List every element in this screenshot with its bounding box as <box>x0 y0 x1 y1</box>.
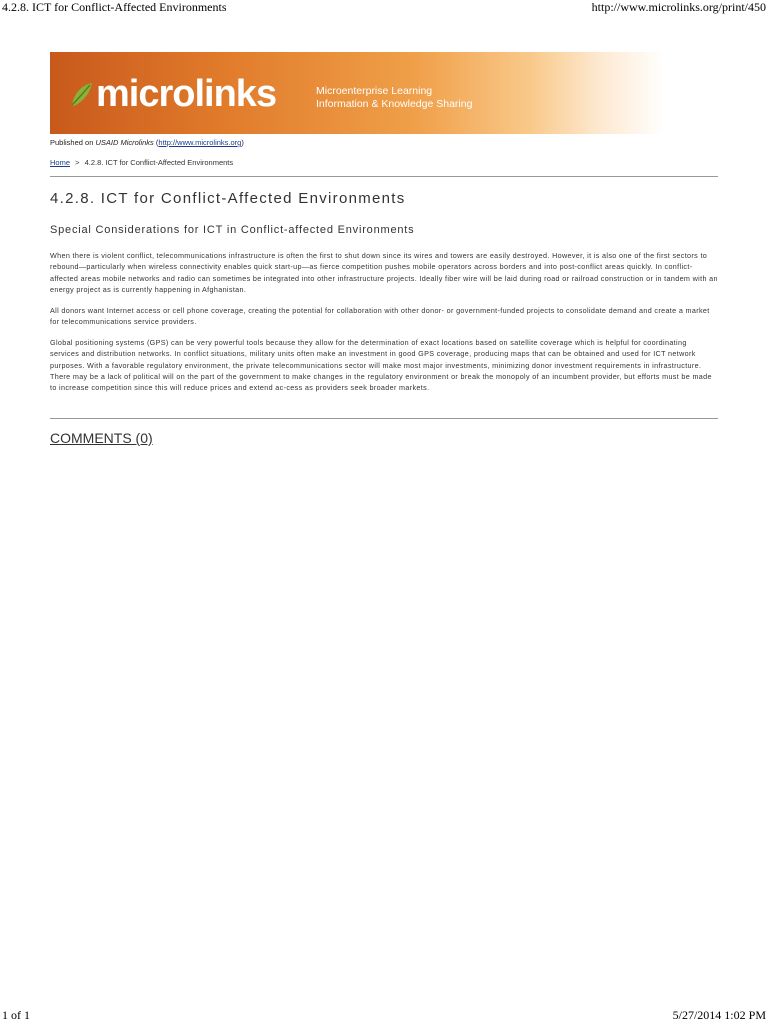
published-source: USAID Microlinks <box>95 138 154 147</box>
article-subtitle: Special Considerations for ICT in Conflict-affected Environments <box>50 224 415 236</box>
published-open-paren: ( <box>155 138 159 147</box>
print-footer-page: 1 of 1 <box>2 1008 30 1022</box>
banner-tagline <box>316 85 472 111</box>
leaf-mark-icon <box>70 79 94 109</box>
comments-link[interactable]: COMMENTS (0) <box>50 430 153 446</box>
tagline-line-1: Microenterprise Learning <box>316 85 433 97</box>
print-header <box>0 0 768 16</box>
divider-comments <box>50 418 718 419</box>
print-header-url: http://www.microlinks.org/print/450 <box>591 0 766 14</box>
breadcrumb-separator: > <box>75 158 80 167</box>
breadcrumb-current: 4.2.8. ICT for Conflict-Affected Environments <box>84 158 234 167</box>
site-banner <box>50 52 718 134</box>
print-header-title: 4.2.8. ICT for Conflict-Affected Environments <box>2 0 227 14</box>
article-paragraph-2: All donors want Internet access or cell phone coverage, creating the potential for collaboration with other donor- or government-funded projects to consolidate demand and create a market for telecommunications service providers. <box>50 306 710 327</box>
breadcrumb <box>50 158 233 167</box>
published-on <box>50 138 244 147</box>
page-title: 4.2.8. ICT for Conflict-Affected Environments <box>50 190 406 207</box>
divider-top <box>50 176 718 177</box>
site-logo[interactable] <box>70 72 276 116</box>
print-footer-timestamp: 5/27/2014 1:02 PM <box>672 1008 766 1022</box>
print-footer <box>0 1008 768 1024</box>
article-paragraph-3: Global positioning systems (GPS) can be very powerful tools because they allow for the determination of exact locations based on satellite coverage which is helpful for coordinating services and distribution networks. In conflict situations, military units often make an investment in good GPS coverage, producing maps that can be obtained and used for ICT network purposes. With a favorable regulatory environment, the private telecommunications sector will make most major investments, minimizing donor investment requirements in infrastructure. There may be a lack of political will on the part of the government to make changes in the regulatory environment or break the monopoly of an incumbent provider, but efforts must be made to increase competition since this will reduce prices and extend ac-cess as providers seek broader markets. <box>50 338 712 393</box>
published-close-paren: ) <box>241 138 244 147</box>
published-prefix: Published on <box>50 138 94 147</box>
published-link[interactable]: http://www.microlinks.org <box>158 138 242 147</box>
breadcrumb-home-link[interactable]: Home <box>50 158 71 167</box>
logo-text: microlinks <box>96 73 277 115</box>
article-paragraph-1: When there is violent conflict, telecommunications infrastructure is often the first to shut down since its wires and towers are easily destroyed. However, it is also one of the first sectors to rebound—particularly when wireless connectivity enables quick start-up—as fierce competition pushes mobile operators across borders and into post-conflict areas quickly. In conflict-affected areas mobile networks and radio can sometimes be integrated into other infrastructure projects. Ideally fiber wire will be laid during road or railroad construction or in tandem with an energy project as is currently happening in Afghanistan. <box>50 251 718 294</box>
tagline-line-2: Information & Knowledge Sharing <box>316 98 473 110</box>
